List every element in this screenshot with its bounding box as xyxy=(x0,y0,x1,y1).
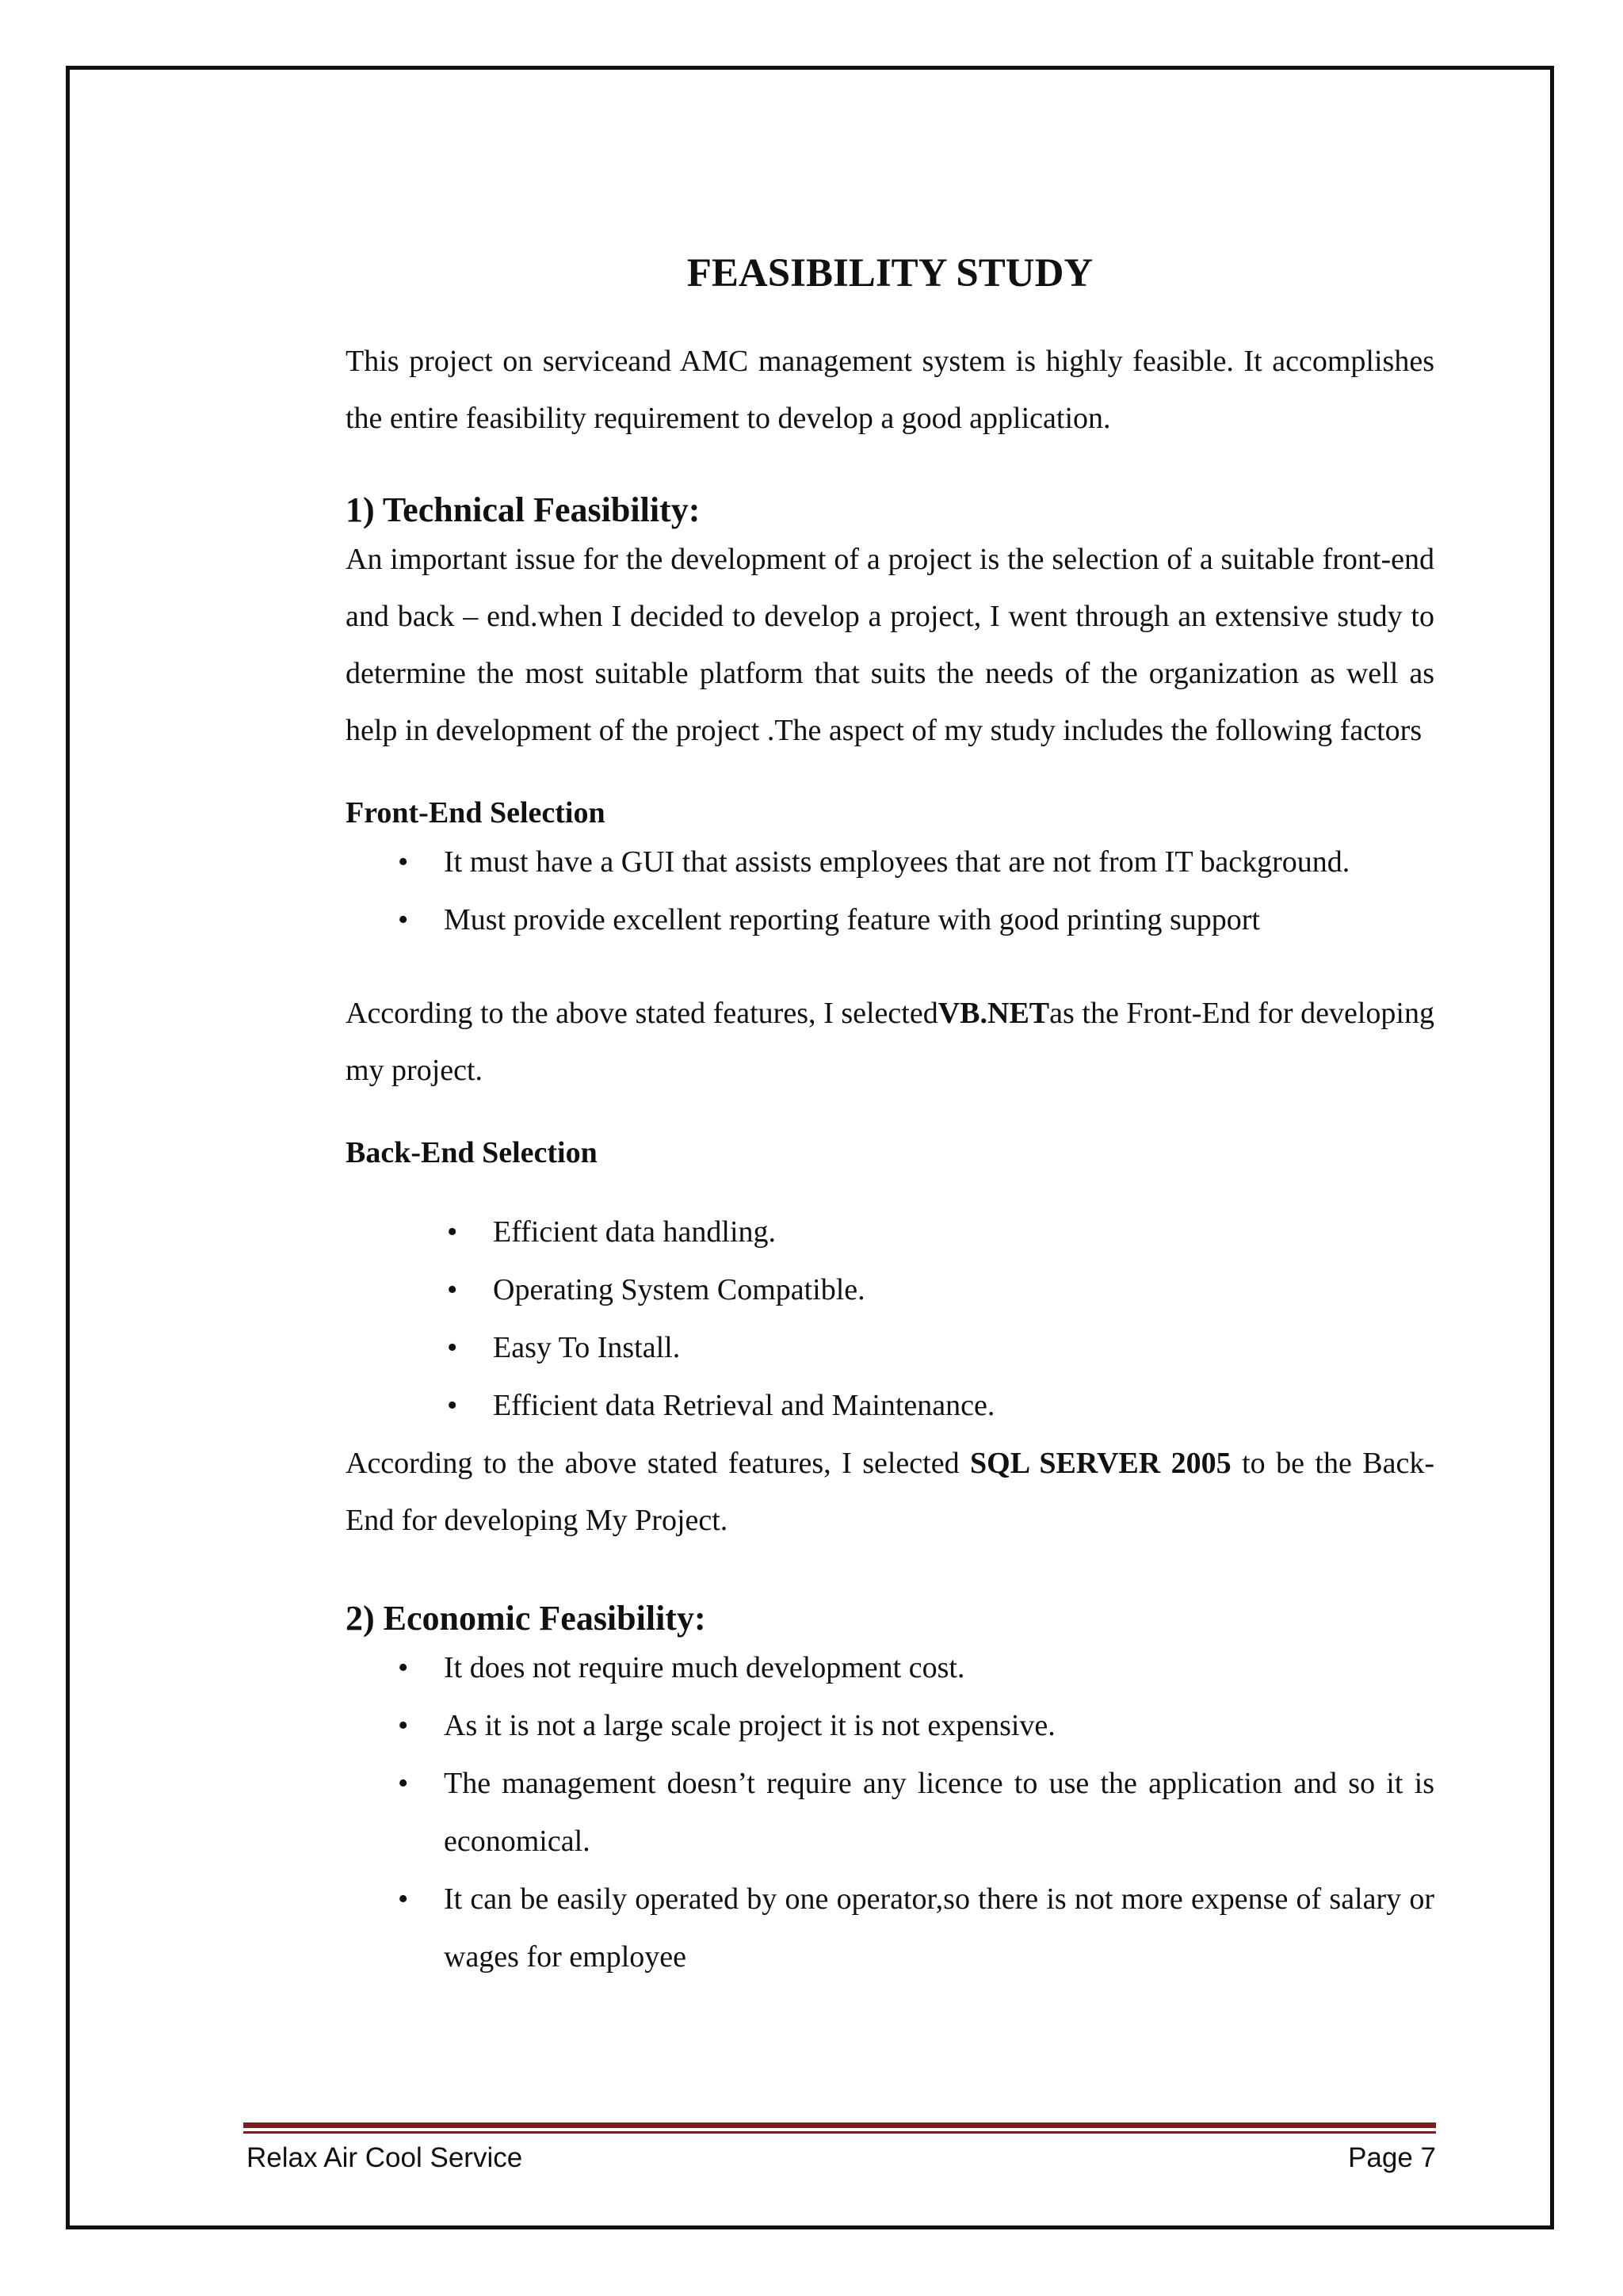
list-item: • It can be easily operated by one operator,so there is not more expense of salary or wages for employee xyxy=(444,1871,1434,1986)
technical-feasibility-heading: 1) Technical Feasibility: xyxy=(346,490,701,529)
footer-company: Relax Air Cool Service xyxy=(246,2142,523,2173)
page-title: FEASIBILITY STUDY xyxy=(686,251,1094,296)
list-item: • It does not require much development cost. xyxy=(444,1639,1434,1697)
back-end-heading: Back-End Selection xyxy=(346,1136,598,1169)
list-item: • Must provide excellent reporting feature with good printing support xyxy=(444,891,1434,949)
list-item: • The management doesn’t require any licence to use the application and so it is economical. xyxy=(444,1755,1434,1871)
footer-rule xyxy=(243,2122,1436,2128)
front-end-heading: Front-End Selection xyxy=(346,796,605,830)
back-end-choice: SQL SERVER 2005 xyxy=(970,1447,1232,1480)
economic-feasibility-heading: 2) Economic Feasibility: xyxy=(346,1599,706,1638)
back-end-conclusion-pre: According to the above stated features, I selected xyxy=(346,1447,971,1480)
economic-list xyxy=(346,1639,1434,1986)
footer-rule-thin xyxy=(243,2131,1436,2134)
list-item: • Easy To Install. xyxy=(493,1319,1434,1377)
intro-paragraph: This project on serviceand AMC management system is highly feasible. It accomplishes the entire feasibility requirement to develop a good application. xyxy=(346,345,1434,435)
back-end-list xyxy=(346,1203,1434,1435)
back-end-conclusion-post: to be the Back-End for developing My Project. xyxy=(346,1447,1434,1537)
front-end-conclusion-post: as the Front-End for developing my project. xyxy=(346,997,1434,1087)
front-end-conclusion-pre: According to the above stated features, I selected xyxy=(346,997,938,1030)
technical-feasibility-body: An important issue for the development of a project is the selection of a suitable front-end and back – end.when I decided to develop a project, I went through an extensive study to determine the most suitable platform that suits the needs of the organization as well as help in development of the project .The aspect of my study includes the following factors xyxy=(346,543,1434,747)
list-item: • As it is not a large scale project it is not expensive. xyxy=(444,1697,1434,1755)
footer-page-number: Page 7 xyxy=(1348,2142,1436,2173)
list-item: • Efficient data handling. xyxy=(493,1203,1434,1261)
document-body xyxy=(346,238,1434,1986)
front-end-list xyxy=(346,833,1434,949)
front-end-choice: VB.NET xyxy=(938,997,1050,1030)
list-item: • Efficient data Retrieval and Maintenance. xyxy=(493,1377,1434,1435)
list-item: • It must have a GUI that assists employees that are not from IT background. xyxy=(444,833,1434,891)
list-item: • Operating System Compatible. xyxy=(493,1261,1434,1319)
back-end-conclusion xyxy=(346,1435,1434,1549)
front-end-conclusion xyxy=(346,985,1434,1099)
